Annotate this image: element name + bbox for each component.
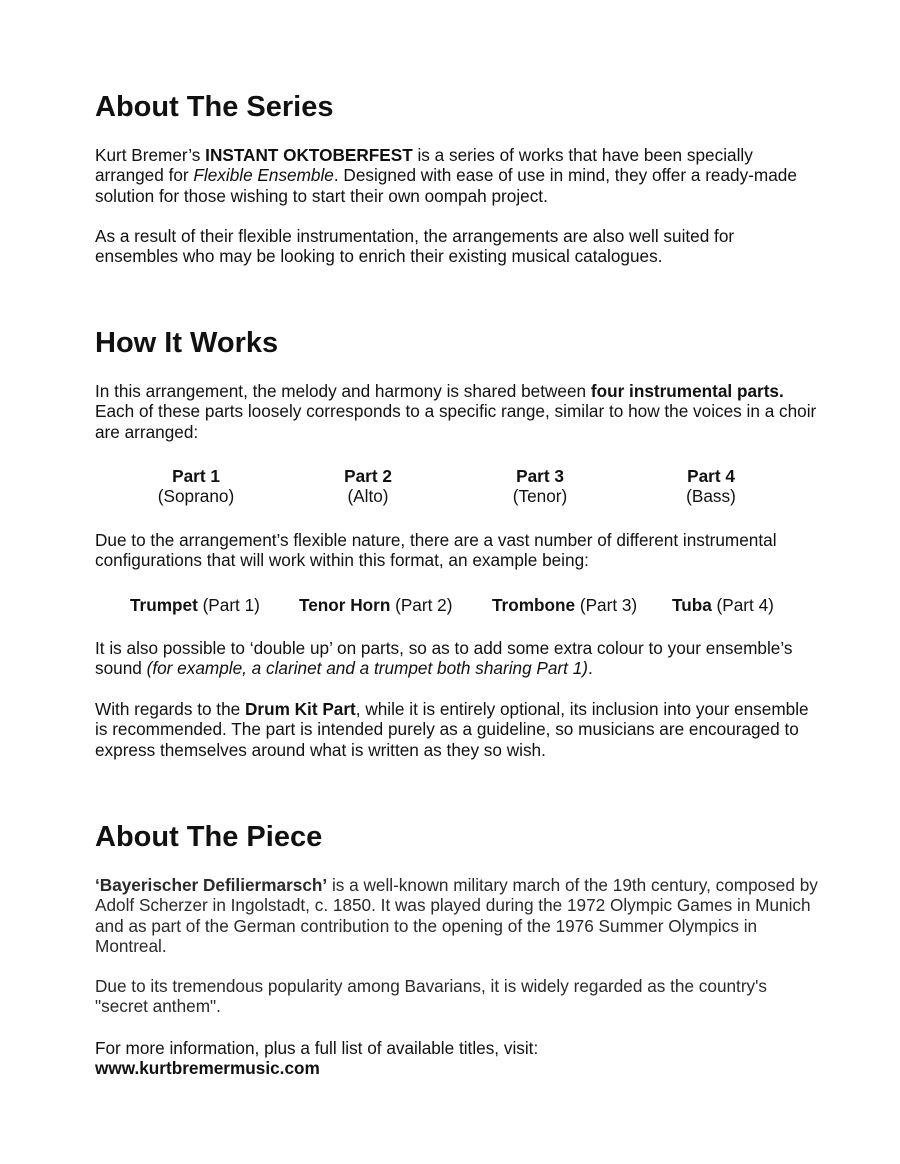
text-run: Each of these parts loosely corresponds to a specific range, similar to how the voices in a choir are arranged: [95, 401, 817, 442]
about-series-paragraph-1 [95, 145, 815, 206]
example-note: (for example, a clarinet and a trumpet both sharing Part 1) [146, 658, 588, 679]
how-it-works-paragraph-2: Due to the arrangement’s flexible nature, there are a vast number of different instrumental configurations that will work within this format, an example being: [95, 530, 777, 571]
website-link[interactable]: www.kurtbremermusic.com [95, 1058, 320, 1079]
instrument-example-list [95, 595, 820, 617]
text-run: It is also possible to ‘double up’ on parts, so as to add some extra colour to your ensemble’s sound [95, 638, 793, 679]
emphasis-parts: four instrumental parts. [590, 381, 784, 401]
part-item [611, 466, 811, 507]
text-run: . [587, 658, 593, 679]
instrument-name: Trombone [492, 595, 576, 615]
instrument-item [492, 595, 637, 615]
part-range: (Bass) [686, 486, 736, 507]
part-name: Part 2 [344, 466, 392, 486]
ensemble-type: Flexible Ensemble [193, 165, 334, 186]
about-piece-paragraph-3 [95, 1038, 820, 1079]
text-run: is a well-known military march of the 19th century, composed by Adolf Scherzer in Ingolstadt, c. 1850. It was played during the 1972 Olympic Games in Munich and as part of the German contribution to the opening of the 1976 Summer Olympics in Montreal. [95, 875, 818, 956]
how-it-works-paragraph-3 [95, 638, 820, 679]
part-name: Part 3 [516, 466, 564, 486]
more-info-text: For more information, plus a full list of available titles, visit: [95, 1038, 539, 1058]
instrument-part: (Part 3) [575, 595, 638, 615]
instrument-name: Tenor Horn [299, 595, 391, 615]
part-item [440, 466, 640, 507]
part-name: Part 4 [687, 466, 735, 486]
text-run: , while it is entirely optional, its inclusion into your ensemble is recommended. The part is intended purely as a guideline, so musicians are encouraged to express themselves around what is written as they so wish. [95, 699, 809, 760]
part-name: Part 1 [172, 466, 220, 486]
instrument-part: (Part 1) [197, 595, 260, 615]
about-series-paragraph-2: As a result of their flexible instrumentation, the arrangements are also well suited for ensembles who may be looking to enrich their existing musical catalogues. [95, 226, 735, 267]
how-it-works-paragraph-1 [95, 381, 820, 442]
text-run: . Designed with ease of use in mind, they offer a ready-made solution for those wishing to start their own oompah project. [95, 165, 797, 206]
instrument-name: Trumpet [130, 595, 198, 615]
instrument-part: (Part 2) [390, 595, 453, 615]
part-item [96, 466, 296, 507]
series-name: INSTANT OKTOBERFEST [205, 145, 413, 165]
parts-list [95, 466, 820, 510]
about-piece-paragraph-1 [95, 875, 820, 956]
drum-kit-part: Drum Kit Part [244, 699, 356, 719]
part-range: (Soprano) [157, 486, 235, 507]
text-run: Kurt Bremer’s [95, 145, 206, 165]
about-piece-paragraph-2: Due to its tremendous popularity among Bavarians, it is widely regarded as the country's "secret anthem". [95, 976, 768, 1017]
text-run: With regards to the [95, 699, 245, 719]
section-title-about-series: About The Series [95, 91, 334, 123]
text-run: In this arrangement, the melody and harmony is shared between [95, 381, 591, 401]
section-title-how-it-works: How It Works [95, 327, 279, 359]
part-range: (Tenor) [512, 486, 568, 507]
instrument-name: Tuba [672, 595, 712, 615]
instrument-item [299, 595, 452, 615]
instrument-part: (Part 4) [711, 595, 774, 615]
instrument-item [672, 595, 774, 615]
section-title-about-piece: About The Piece [95, 821, 323, 853]
part-item [268, 466, 468, 507]
text-run: is a series of works that have been specially arranged for [95, 145, 753, 186]
part-range: (Alto) [347, 486, 389, 507]
how-it-works-paragraph-4 [95, 699, 820, 760]
piece-title: ‘Bayerischer Defiliermarsch’ [95, 875, 328, 895]
instrument-item [130, 595, 260, 615]
